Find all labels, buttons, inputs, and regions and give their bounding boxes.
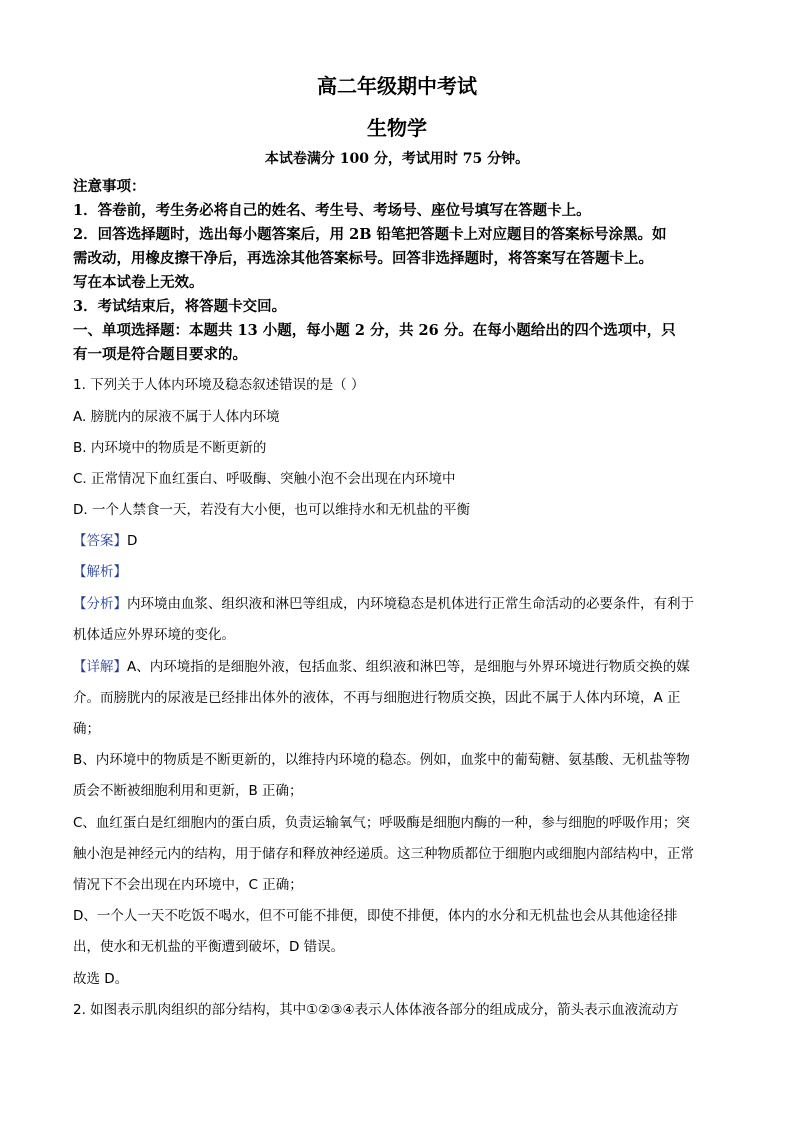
- notice-item-2-line-1: [73, 223, 718, 244]
- xiangjie-c-line-3: 情况下不会出现在内环境中，C 正确；: [73, 877, 303, 893]
- question-1-answer: [73, 529, 137, 549]
- subject-title: 生物学: [367, 116, 427, 140]
- notice-item-2-line-2: [73, 247, 718, 268]
- question-1-conclusion: 故选 D。: [73, 971, 129, 987]
- xiangjie-b-line-2: 质会不断被细胞利用和更新，B 正确；: [73, 783, 303, 799]
- analysis-tag: 【解析】: [73, 564, 127, 580]
- section-1-heading-line-2: 有一项是符合题目要求的。: [73, 346, 247, 363]
- question-1-stem: 1. 下列关于人体内环境及稳态叙述错误的是（ ）: [73, 377, 365, 393]
- notice-item-2-line-3: 写在本试卷上无效。: [73, 274, 204, 291]
- xiangjie-d-line-1: D、一个人一天不吃饭不喝水，但不可能不排便，即使不排便，体内的水分和无机盐也会从其他途径排: [73, 908, 678, 924]
- question-1-option-b: B. 内环境中的物质是不断更新的: [73, 440, 267, 456]
- answer-value: D: [127, 533, 138, 549]
- question-1-option-d: D. 一个人禁食一天，若没有大小便，也可以维持水和无机盐的平衡: [73, 502, 470, 518]
- notice-item-3: 3．考试结束后，将答题卡交回。: [73, 298, 287, 315]
- fenxi-line-1: [73, 592, 694, 612]
- xiangjie-a-text-1: A、内环境指的是细胞外液，包括血浆、组织液和淋巴等，是细胞与外界环境进行物质交换的媒: [127, 659, 690, 675]
- xiangjie-a-line-1: [73, 655, 690, 675]
- xiangjie-a-line-2: 介。而膀胱内的尿液是已经排出体外的液体，不再与细胞进行物质交换，因此不属于人体内环境，A 正: [73, 690, 681, 706]
- fenxi-text-1: 内环境由血浆、组织液和淋巴等组成，内环境稳态是机体进行正常生命活动的必要条件，有利于: [127, 596, 694, 612]
- xiangjie-c-line-1: C、血红蛋白是红细胞内的蛋白质，负责运输氧气；呼吸酶是细胞内酶的一种，参与细胞的呼吸作用；突: [73, 815, 690, 831]
- fenxi-line-2: 机体适应外界环境的变化。: [73, 627, 235, 643]
- xiangjie-a-line-3: 确；: [73, 721, 100, 737]
- exam-info: 本试卷满分 100 分，考试用时 75 分钟。: [264, 151, 530, 167]
- exam-title: 高二年级期中考试: [317, 74, 477, 98]
- notice-item-2-text-2: 需改动，用橡皮擦干净后，再选涂其他答案标号。回答非选择题时，将答案写在答题卡上。: [73, 250, 653, 267]
- question-1-option-a: A. 膀胱内的尿液不属于人体内环境: [73, 409, 280, 425]
- xiangjie-tag: 【详解】: [73, 659, 127, 675]
- xiangjie-b-line-1: B、内环境中的物质是不断更新的，以维持内环境的稳态。例如，血浆中的葡萄糖、氨基酸、无机盐等物: [73, 752, 690, 768]
- notice-item-2-text-1: 2．回答选择题时，选出每小题答案后，用 2B 铅笔把答题卡上对应题目的答案标号涂黑。如: [73, 226, 667, 243]
- notice-heading: 注意事项：: [73, 178, 146, 195]
- answer-tag: 【答案】: [73, 533, 127, 549]
- question-2-stem-line-1: 2. 如图表示肌肉组织的部分结构，其中①②③④表示人体体液各部分的组成成分，箭头表示血液流动方: [73, 1002, 679, 1018]
- notice-item-1: 1．答卷前，考生务必将自己的姓名、考生号、考场号、座位号填写在答题卡上。: [73, 202, 591, 219]
- section-1-heading-line-1: 一、单项选择题：本题共 13 小题，每小题 2 分，共 26 分。在每小题给出的四个选项中，只: [73, 322, 676, 339]
- xiangjie-d-line-2: 出，使水和无机盐的平衡遭到破坏，D 错误。: [73, 939, 345, 955]
- xiangjie-c-line-2: 触小泡是神经元内的结构，用于储存和释放神经递质。这三种物质都位于细胞内或细胞内部结构中，正常: [73, 846, 694, 862]
- fenxi-tag: 【分析】: [73, 596, 127, 612]
- question-1-option-c: C. 正常情况下血红蛋白、呼吸酶、突触小泡不会出现在内环境中: [73, 471, 456, 487]
